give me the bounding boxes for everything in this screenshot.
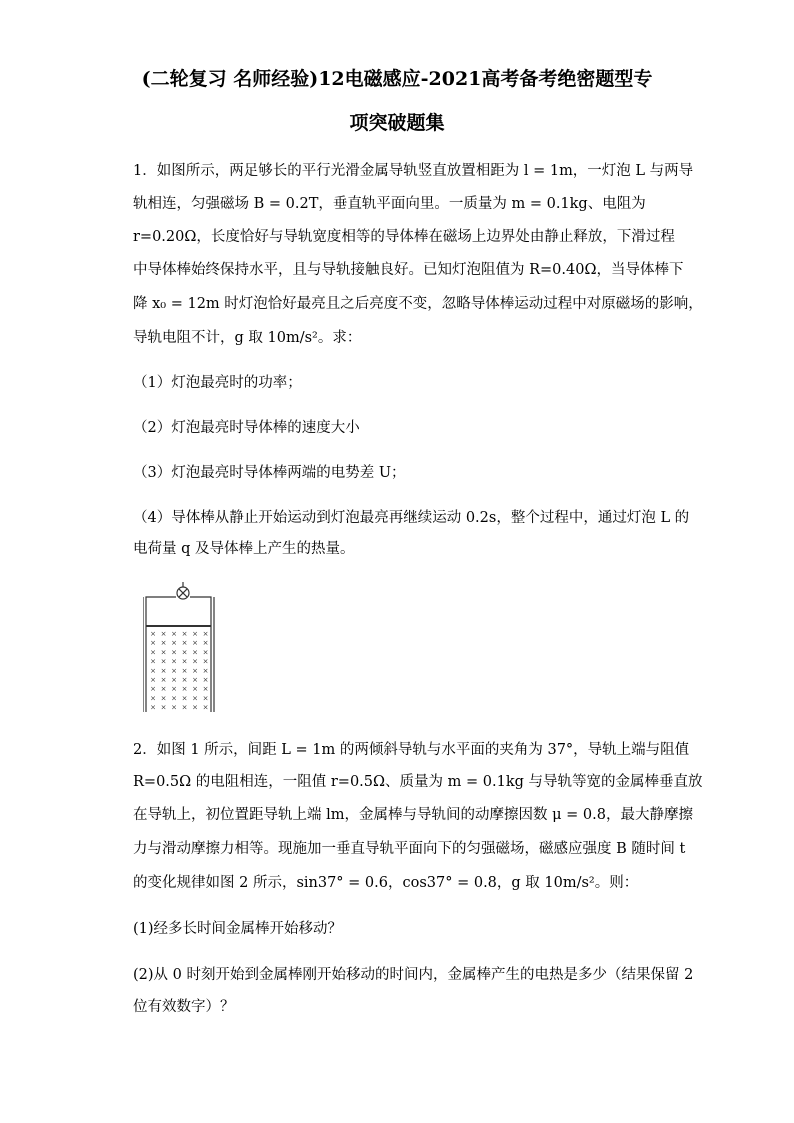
field-x-mark: × [181, 685, 188, 694]
field-x-mark: × [192, 703, 198, 712]
field-x-mark: × [181, 630, 188, 638]
q2-line: 的变化规律如图 2 所示，sin37° = 0.6，cos37° = 0.8，g 取 10m/s²。则： [133, 875, 639, 891]
field-x-mark: × [150, 685, 156, 694]
field-x-mark: × [160, 694, 167, 703]
field-x-mark: × [181, 703, 188, 712]
rail-bulb-magnetic-field-figure [143, 582, 221, 714]
q2-line: R=0.5Ω 的电阻相连，一阻值 r=0.5Ω、质量为 m = 0.1kg 与导轨等宽的金属棒垂直放 [133, 774, 703, 790]
field-x-mark: × [202, 694, 209, 703]
field-x-mark: × [160, 676, 167, 684]
q1-sub-4-cont: 电荷量 q 及导体棒上产生的热量。 [133, 541, 355, 557]
field-x-mark: × [181, 694, 188, 703]
field-x-mark: × [150, 666, 156, 675]
field-x-mark: × [150, 703, 156, 712]
field-x-mark: × [171, 648, 177, 657]
q2-line: 力与滑动摩擦力相等。现施加一垂直导轨平面向下的匀强磁场，磁感应强度 B 随时间 t [133, 841, 686, 857]
q1-line: 轨相连，匀强磁场 B = 0.2T，垂直轨平面向里。一质量为 m = 0.1kg、电阻为 [133, 196, 646, 212]
field-x-mark: × [181, 676, 188, 684]
field-x-mark: × [171, 630, 177, 638]
q2-line: 2．如图 1 所示，间距 L = 1m 的两倾斜导轨与水平面的夹角为 37°，导轨上端与阻值 [133, 742, 690, 758]
field-x-mark: × [150, 694, 156, 703]
field-x-mark: × [160, 657, 167, 666]
field-x-mark: × [171, 666, 177, 675]
field-x-mark: × [202, 685, 209, 694]
document-title-line-2: 项突破题集 [349, 112, 445, 134]
field-x-mark: × [160, 648, 167, 657]
field-x-mark: × [192, 657, 198, 666]
field-x-mark: × [192, 639, 198, 648]
q2-line: 在导轨上，初位置距导轨上端 lm，金属棒与导轨间的动摩擦因数 μ = 0.8，最大静摩擦 [133, 807, 693, 823]
field-x-mark: × [181, 639, 188, 648]
q1-sub-1: （1）灯泡最亮时的功率； [133, 375, 302, 391]
field-x-mark: × [202, 657, 209, 666]
q1-sub-2: （2）灯泡最亮时导体棒的速度大小 [133, 420, 360, 436]
field-x-mark: × [192, 694, 198, 703]
field-x-mark: × [202, 639, 209, 648]
field-x-mark: × [192, 630, 198, 638]
field-x-mark: × [192, 666, 198, 675]
document-title-line-1: (二轮复习 名师经验)12电磁感应-2021高考备考绝密题型专 [141, 68, 653, 90]
field-x-mark: × [202, 703, 209, 712]
field-x-mark: × [160, 666, 167, 675]
field-x-mark: × [160, 685, 167, 694]
field-x-mark: × [202, 666, 209, 675]
q2-sub-2: (2)从 0 时刻开始到金属棒刚开始移动的时间内，金属棒产生的电热是多少（结果保留 2 [133, 967, 694, 983]
q1-line: 降 x₀ = 12m 时灯泡恰好最亮且之后亮度不变，忽略导体棒运动过程中对原磁场的影响， [133, 296, 703, 312]
q1-line: 中导体棒始终保持水平，且与导轨接触良好。已知灯泡阻值为 R=0.40Ω，当导体棒下 [133, 262, 684, 278]
field-x-mark: × [192, 648, 198, 657]
field-x-mark: × [192, 685, 198, 694]
q1-line: 导轨电阻不计，g 取 10m/s²。求： [133, 330, 362, 346]
field-x-mark: × [181, 666, 188, 675]
field-x-mark: × [150, 639, 156, 648]
field-x-mark: × [171, 694, 177, 703]
field-x-mark: × [160, 639, 167, 648]
field-x-mark: × [171, 703, 177, 712]
q1-sub-3: （3）灯泡最亮时导体棒两端的电势差 U； [133, 465, 406, 481]
field-x-mark: × [171, 639, 177, 648]
field-x-mark: × [181, 657, 188, 666]
field-x-mark: × [150, 676, 156, 684]
q2-sub-2-cont: 位有效数字）？ [133, 999, 235, 1015]
field-x-mark: × [150, 648, 156, 657]
field-x-mark: × [150, 657, 156, 666]
field-x-mark: × [202, 630, 209, 638]
q2-sub-1: (1)经多长时间金属棒开始移动？ [133, 921, 343, 937]
field-x-mark: × [171, 657, 177, 666]
q1-sub-4: （4）导体棒从静止开始运动到灯泡最亮再继续运动 0.2s，整个过程中，通过灯泡 L 的 [133, 510, 690, 526]
magnetic-field-x-marks [150, 630, 208, 712]
field-x-mark: × [171, 676, 177, 684]
field-x-mark: × [171, 685, 177, 694]
field-x-mark: × [150, 630, 156, 638]
field-x-mark: × [192, 676, 198, 684]
field-x-mark: × [202, 676, 209, 684]
field-x-mark: × [202, 648, 209, 657]
field-x-mark: × [160, 630, 167, 638]
field-x-mark: × [181, 648, 188, 657]
q1-line: r=0.20Ω，长度恰好与导轨宽度相等的导体棒在磁场上边界处由静止释放，下滑过程 [133, 229, 675, 245]
q1-line: 1．如图所示，两足够长的平行光滑金属导轨竖直放置相距为 l = 1m，一灯泡 L 与两导 [133, 163, 694, 179]
field-x-mark: × [160, 703, 167, 712]
